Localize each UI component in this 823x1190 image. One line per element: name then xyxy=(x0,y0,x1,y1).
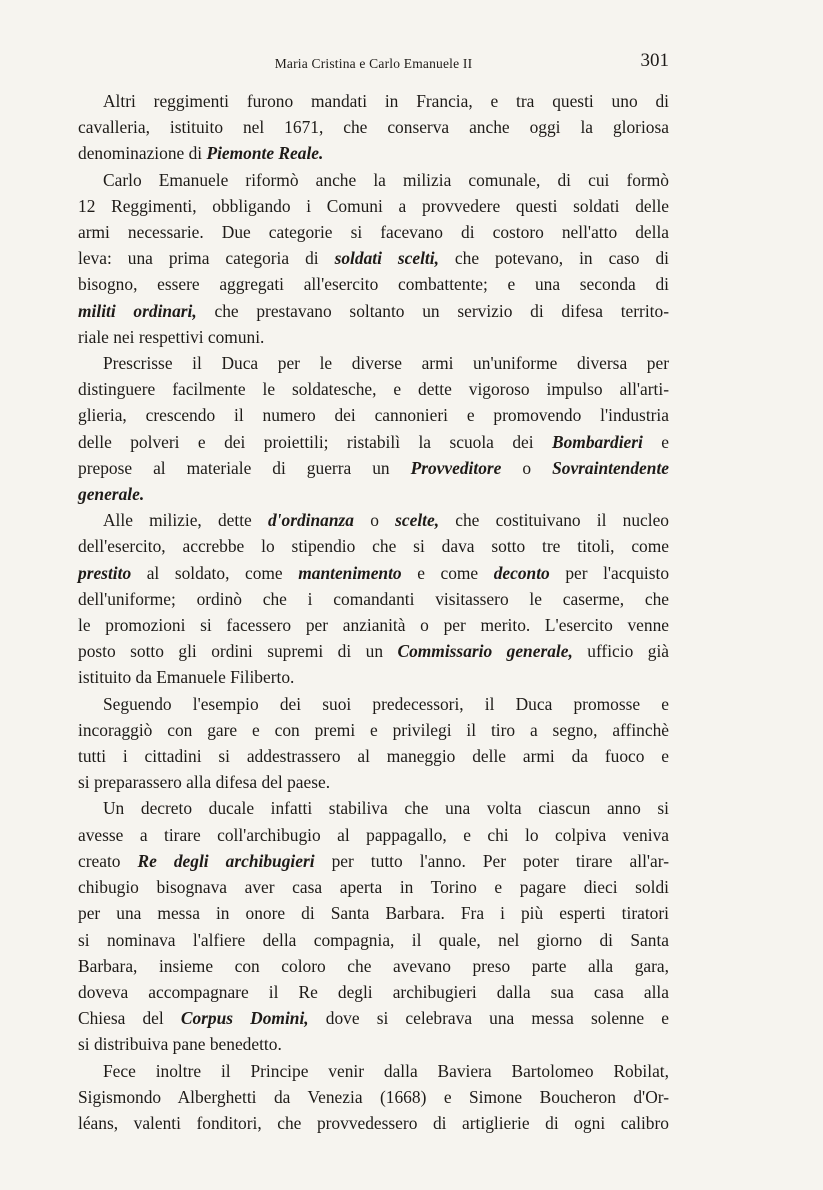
text-line xyxy=(78,1058,669,1084)
page-number: 301 xyxy=(640,50,669,71)
emphasized-term: Sovraintendente xyxy=(552,457,669,478)
text-run: Alle milizie, dette xyxy=(103,510,268,531)
text-run: per tutto l'anno. Per poter tirare all'ar- xyxy=(314,850,669,871)
emphasized-term: scelte, xyxy=(395,510,440,531)
text-run: tutti i cittadini si addestrassero al maneggio delle armi da fuoco e xyxy=(78,746,669,767)
emphasized-term: deconto xyxy=(493,562,550,583)
running-head xyxy=(78,50,669,74)
text-line xyxy=(78,638,669,664)
text-line xyxy=(78,324,669,350)
text-line xyxy=(78,979,669,1005)
running-title: Maria Cristina e Carlo Emanuele II xyxy=(274,56,473,71)
text-run: posto sotto gli ordini supremi di un xyxy=(78,641,398,662)
text-run: che potevano, in caso di xyxy=(438,248,669,269)
text-run: Un decreto ducale infatti stabiliva che una volta ciascun anno si xyxy=(103,798,669,819)
text-run: Seguendo l'esempio dei suoi predecessori, il Duca promosse e xyxy=(103,693,669,714)
text-run: o xyxy=(354,510,396,531)
text-line xyxy=(78,245,669,271)
text-line xyxy=(78,167,669,193)
text-run: per l'acquisto xyxy=(549,562,670,583)
text-run: incoraggiò con gare e con premi e privilegi il tiro a segno, affinchè xyxy=(78,719,669,740)
text-line xyxy=(78,900,669,926)
text-run: istituito da Emanuele Filiberto. xyxy=(78,667,295,688)
text-run: si preparassero alla difesa del paese. xyxy=(78,772,331,793)
text-line xyxy=(78,1005,669,1031)
text-run: Chiesa del xyxy=(78,1008,181,1029)
text-line xyxy=(78,848,669,874)
text-line xyxy=(78,664,669,690)
text-run: chibugio bisognava aver casa aperta in Torino e pagare dieci soldi xyxy=(78,877,669,898)
text-line xyxy=(78,691,669,717)
text-line xyxy=(78,271,669,297)
text-run: Barbara, insieme con coloro che avevano preso parte alla gara, xyxy=(78,955,669,976)
text-run: prepose al materiale di guerra un xyxy=(78,457,411,478)
text-line xyxy=(78,743,669,769)
text-run: Fece inoltre il Principe venir dalla Baviera Bartolomeo Robilat, xyxy=(103,1060,669,1081)
text-run: che costituivano il nucleo xyxy=(439,510,670,531)
text-line xyxy=(78,953,669,979)
text-run: si nominava l'alfiere della compagnia, il quale, nel giorno di Santa xyxy=(78,929,669,950)
text-line xyxy=(78,429,669,455)
body-text xyxy=(78,88,669,1136)
text-run: bisogno, essere aggregati all'esercito combattente; e una seconda di xyxy=(78,274,669,295)
text-run: cavalleria, istituito nel 1671, che conserva anche oggi la gloriosa xyxy=(78,117,669,138)
text-run: e xyxy=(642,431,669,452)
text-line xyxy=(78,114,669,140)
text-line xyxy=(78,140,669,166)
text-run: distinguere facilmente le soldatesche, e dette vigoroso impulso all'arti- xyxy=(78,379,669,400)
emphasized-term: Bombardieri xyxy=(552,431,643,452)
text-run: e come xyxy=(401,562,494,583)
text-line xyxy=(78,1110,669,1136)
text-line xyxy=(78,350,669,376)
text-run: Prescrisse il Duca per le diverse armi un'uniforme diversa per xyxy=(103,353,669,374)
emphasized-term: Commissario generale, xyxy=(397,641,573,662)
text-line xyxy=(78,1031,669,1057)
text-run: che prestavano soltanto un servizio di difesa territo- xyxy=(196,300,669,321)
text-run: per una messa in onore di Santa Barbara. Fra i più esperti tiratori xyxy=(78,903,669,924)
text-line xyxy=(78,612,669,638)
text-run: armi necessarie. Due categorie si facevano di costoro nell'atto della xyxy=(78,222,669,243)
text-line xyxy=(78,586,669,612)
text-line xyxy=(78,1084,669,1110)
emphasized-term: Piemonte Reale. xyxy=(206,143,324,164)
text-line xyxy=(78,795,669,821)
text-run: riale nei respettivi comuni. xyxy=(78,326,265,347)
text-run: delle polveri e dei proiettili; ristabilì la scuola dei xyxy=(78,431,553,452)
text-line xyxy=(78,533,669,559)
text-line xyxy=(78,376,669,402)
text-run: o xyxy=(501,457,553,478)
emphasized-term: militi ordinari, xyxy=(78,300,197,321)
text-run: avesse a tirare coll'archibugio al pappagallo, e chi lo colpiva veniva xyxy=(78,824,669,845)
text-run: dell'uniforme; ordinò che i comandanti visitassero le caserme, che xyxy=(78,588,669,609)
text-run: 12 Reggimenti, obbligando i Comuni a provvedere questi soldati delle xyxy=(78,195,669,216)
text-line xyxy=(78,507,669,533)
text-run: denominazione di xyxy=(78,143,207,164)
text-line xyxy=(78,717,669,743)
emphasized-term: d'ordinanza xyxy=(267,510,355,531)
text-run: Altri reggimenti furono mandati in Francia, e tra questi uno di xyxy=(103,91,669,111)
text-line xyxy=(78,560,669,586)
text-run: si distribuiva pane benedetto. xyxy=(78,1034,282,1055)
text-run: creato xyxy=(78,850,138,871)
emphasized-term: mantenimento xyxy=(298,562,402,583)
text-line xyxy=(78,193,669,219)
text-line xyxy=(78,455,669,481)
emphasized-term: Re degli archibugieri xyxy=(137,850,315,871)
text-line xyxy=(78,219,669,245)
text-run: doveva accompagnare il Re degli archibugieri dalla sua casa alla xyxy=(78,981,669,1002)
text-run: le promozioni si facessero per anzianità o per merito. L'esercito venne xyxy=(78,615,669,636)
text-run: Sigismondo Alberghetti da Venezia (1668) e Simone Boucheron d'Or- xyxy=(78,1086,669,1107)
text-run: glieria, crescendo il numero dei cannonieri e promovendo l'industria xyxy=(78,405,669,426)
text-run: leva: una prima categoria di xyxy=(78,248,335,269)
text-line xyxy=(78,481,669,507)
text-run: dell'esercito, accrebbe lo stipendio che si dava sotto tre titoli, come xyxy=(78,536,669,557)
text-line xyxy=(78,927,669,953)
text-line xyxy=(78,822,669,848)
text-run: Carlo Emanuele riformò anche la milizia comunale, di cui formò xyxy=(103,169,669,190)
emphasized-term: soldati scelti, xyxy=(334,248,439,269)
text-run: dove si celebrava una messa solenne e xyxy=(308,1008,669,1029)
emphasized-term: prestito xyxy=(78,562,132,583)
emphasized-term: Provveditore xyxy=(410,457,502,478)
text-line xyxy=(78,874,669,900)
emphasized-term: Corpus Domini, xyxy=(180,1008,309,1029)
text-run: al soldato, come xyxy=(131,562,299,583)
text-run: ufficio già xyxy=(572,641,669,662)
text-run: léans, valenti fonditori, che provvedessero di artiglierie di ogni calibro xyxy=(78,1112,669,1133)
emphasized-term: generale. xyxy=(78,484,145,505)
text-line xyxy=(78,402,669,428)
text-line xyxy=(78,88,669,114)
text-line xyxy=(78,769,669,795)
text-line xyxy=(78,298,669,324)
